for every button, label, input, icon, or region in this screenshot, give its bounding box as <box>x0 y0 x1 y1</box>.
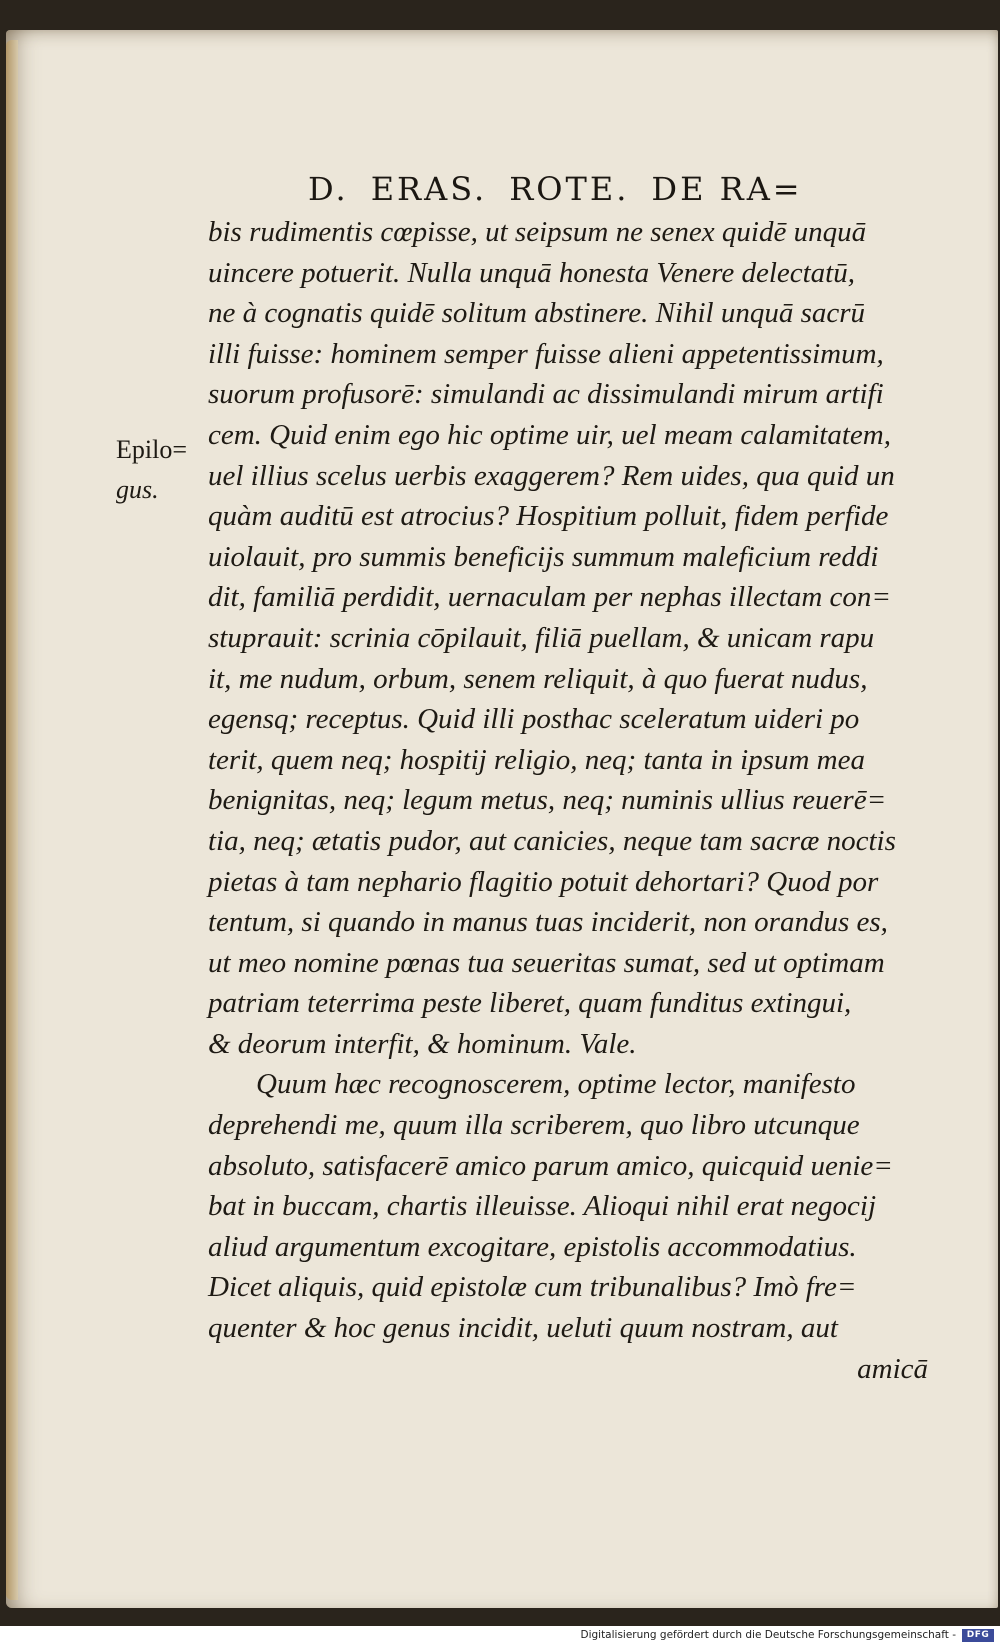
text-line: quenter & hoc genus incidit, ueluti quum nostram, aut <box>208 1312 838 1345</box>
running-head-part: ERAS. <box>370 170 488 208</box>
body-text <box>208 212 928 1389</box>
text-line: illi fuisse: hominem semper fuisse alieni appetentissimum, <box>208 337 884 370</box>
text-line: aliud argumentum excogitare, epistolis accommodatius. <box>208 1230 857 1263</box>
margin-note <box>116 430 187 510</box>
text-line: bat in buccam, chartis illeuisse. Alioqui nihil erat negocij <box>208 1190 877 1223</box>
catchword: amicā <box>857 1352 928 1385</box>
margin-note-line: gus. <box>116 475 159 504</box>
running-head-part: ROTE. <box>509 170 630 208</box>
text-line: ne à cognatis quidē solitum abstinere. Nihil unquā sacrū <box>208 297 866 330</box>
text-line: ut meo nomine pœnas tua seueritas sumat, sed ut optimam <box>208 946 885 979</box>
footer-bar <box>0 1626 1000 1646</box>
margin-note-line: Epilo= <box>116 435 187 464</box>
text-line: Quum hæc recognoscerem, optime lector, manifesto <box>256 1068 856 1101</box>
running-head <box>308 170 825 208</box>
page-edge <box>6 40 18 1600</box>
dfg-logo: DFG <box>962 1629 994 1642</box>
text-line: absoluto, satisfacerē amico parum amico, quicquid uenie= <box>208 1149 893 1182</box>
text-line: & deorum interfit, & hominum. Vale. <box>208 1027 637 1060</box>
text-line: tentum, si quando in manus tuas inciderit, non orandus es, <box>208 906 888 939</box>
text-line: suorum profusorē: simulandi ac dissimulandi mirum artifi <box>208 378 884 411</box>
text-line: terit, quem neq; hospitij religio, neq; tanta in ipsum mea <box>208 743 865 776</box>
text-line: uiolauit, pro summis beneficijs summum maleficium reddi <box>208 540 879 573</box>
text-line: bis rudimentis cœpisse, ut seipsum ne senex quidē unquā <box>208 216 867 248</box>
text-line: egensq; receptus. Quid illi posthac sceleratum uideri po <box>208 703 860 736</box>
funding-credit: Digitalisierung gefördert durch die Deutsche Forschungsgemeinschaft - <box>580 1629 956 1641</box>
text-line: benignitas, neq; legum metus, neq; numinis ullius reuerē= <box>208 784 887 817</box>
text-line: cem. Quid enim ego hic optime uir, uel meam calamitatem, <box>208 418 891 451</box>
text-line: deprehendi me, quum illa scriberem, quo libro utcunque <box>208 1109 860 1142</box>
running-head-part: D. <box>308 170 349 208</box>
text-line: pietas à tam nephario flagitio potuit dehortari? Quod por <box>208 865 879 898</box>
text-line: uincere potuerit. Nulla unquā honesta Venere delectatū, <box>208 256 855 289</box>
text-line: quàm auditū est atrocius? Hospitium polluit, fidem perfide <box>208 500 889 533</box>
text-line: dit, familiā perdidit, uernaculam per nephas illectam con= <box>208 581 891 614</box>
text-line: tia, neq; ætatis pudor, aut canicies, neque tam sacræ noctis <box>208 824 896 857</box>
text-line: Dicet aliquis, quid epistolæ cum tribunalibus? Imò fre= <box>208 1271 857 1304</box>
text-line: uel illius scelus uerbis exaggerem? Rem uides, qua quid un <box>208 459 895 492</box>
text-line: it, me nudum, orbum, senem reliquit, à quo fuerat nudus, <box>208 662 868 695</box>
running-head-part: DE RA= <box>651 170 803 208</box>
text-line: stuprauit: scrinia cōpilauit, filiā puellam, & unicam rapu <box>208 621 875 654</box>
text-line: patriam teterrima peste liberet, quam funditus extingui, <box>208 987 852 1020</box>
